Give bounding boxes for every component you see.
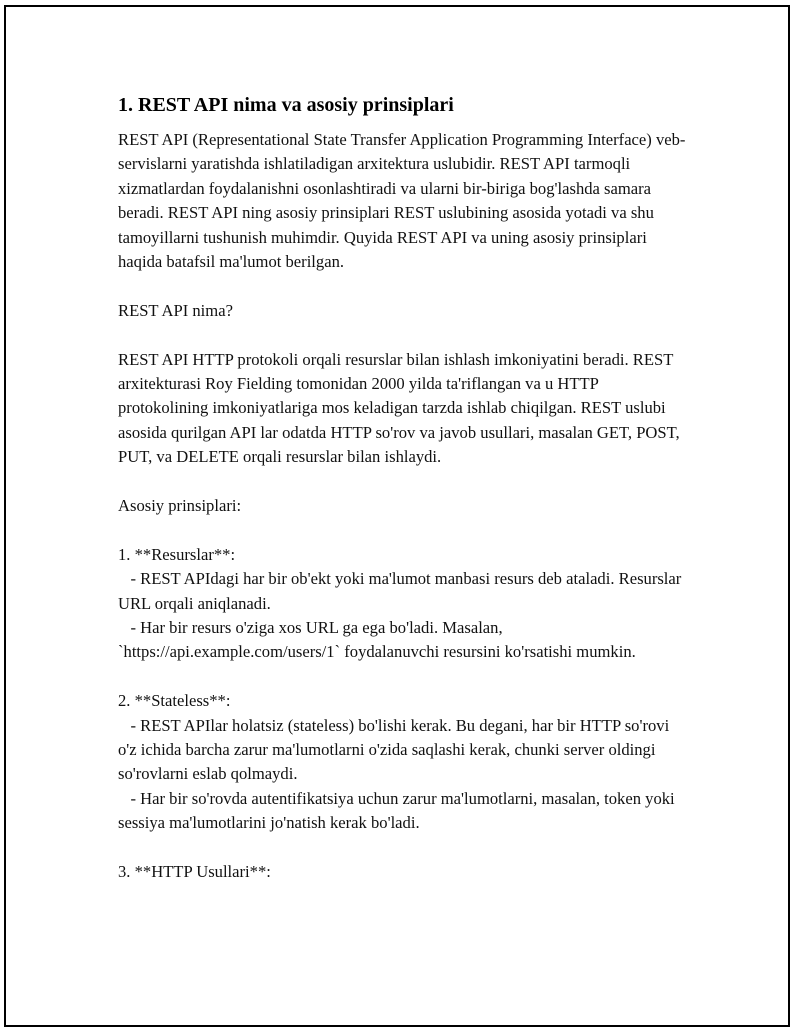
principles-heading: Asosiy prinsiplari: xyxy=(118,496,242,516)
intro-paragraph: REST API (Representational State Transfer Application Programming Interface) veb-servislarni yaratishda ishlatiladigan arxitektura uslubidir. REST API tarmoqli xizmatlardan foydalanishni osonlashtiradi va ularni bir-biriga bog'lashda samara beradi. REST API ning asosiy prinsiplari REST uslubining asosida yotadi va shu tamoyillarni tushunish muhimdir. Quyida REST API va uning asosiy prinsiplari haqida batafsil ma'lumot berilgan. xyxy=(118,130,686,272)
principle-point: - REST APIdagi har bir ob'ekt yoki ma'lumot manbasi resurs deb ataladi. Resurslar URL orqali aniqlanadi. xyxy=(118,569,686,613)
spacer xyxy=(118,274,690,298)
principle-point: - Har bir so'rovda autentifikatsiya uchun zarur ma'lumotlarni, masalan, token yoki sessiya ma'lumotlarini jo'natish kerak bo'ladi. xyxy=(118,788,679,833)
principle-heading: 3. **HTTP Usullari**: xyxy=(118,862,271,882)
principle-http-methods xyxy=(118,860,690,884)
document-title: 1. REST API nima va asosiy prinsiplari xyxy=(118,94,454,116)
spacer xyxy=(118,518,690,542)
spacer xyxy=(118,323,690,347)
principle-point: - REST APIlar holatsiz (stateless) bo'lishi kerak. Bu degani, har bir HTTP so'rovi o'z ichida barcha zarur ma'lumotlarni o'zida saqlashi kerak, chunki server oldingi so'rovlarni eslab qolmaydi. xyxy=(118,715,674,784)
principle-heading: 2. **Stateless**: xyxy=(118,691,231,711)
document-body xyxy=(118,92,690,885)
principle-stateless xyxy=(118,689,690,835)
question-heading: REST API nima? xyxy=(118,300,233,320)
principle-heading: 1. **Resurslar**: xyxy=(118,544,236,564)
principle-resources xyxy=(118,543,690,665)
spacer xyxy=(118,470,690,494)
spacer xyxy=(118,665,690,689)
definition-paragraph: REST API HTTP protokoli orqali resurslar bilan ishlash imkoniyatini beradi. REST arxitekturasi Roy Fielding tomonidan 2000 yilda ta'riflangan va u HTTP protokolining imkoniyatlariga mos keladigan tarzda ishlab chiqilgan. REST uslubi asosida qurilgan API lar odatda HTTP so'rov va javob usullari, masalan GET, POST, PUT, va DELETE orqali resurslar bilan ishlaydi. xyxy=(118,349,684,467)
spacer xyxy=(118,836,690,860)
principle-point: - Har bir resurs o'ziga xos URL ga ega bo'ladi. Masalan, `https://api.example.com/users/1` foydalanuvchi resursini ko'rsatishi mumkin. xyxy=(118,618,636,662)
